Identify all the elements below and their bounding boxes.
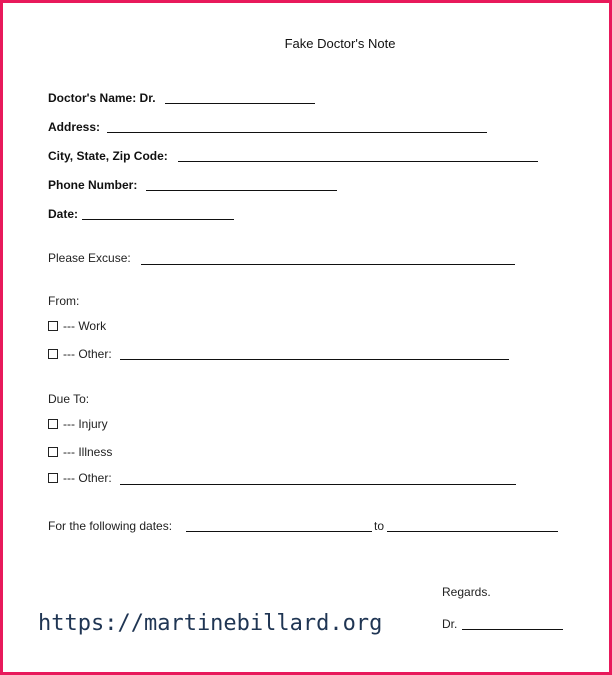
- checkbox-icon[interactable]: [48, 419, 58, 429]
- regards-text: Regards.: [442, 585, 491, 599]
- city-state-zip-field[interactable]: [178, 161, 538, 162]
- checkbox-icon[interactable]: [48, 321, 58, 331]
- from-work-label: --- Work: [63, 319, 107, 333]
- from-heading: From:: [48, 294, 80, 308]
- checkbox-icon[interactable]: [48, 473, 58, 483]
- address-label: Address:: [48, 120, 101, 134]
- date-label: Date:: [48, 207, 79, 221]
- due-other-label: --- Other:: [63, 471, 112, 485]
- document-title: Fake Doctor's Note: [284, 36, 396, 51]
- please-excuse-field[interactable]: [141, 264, 515, 265]
- end-date-field[interactable]: [387, 531, 558, 532]
- from-other-field[interactable]: [120, 359, 509, 360]
- signature-field[interactable]: [462, 629, 563, 630]
- date-field[interactable]: [82, 219, 234, 220]
- phone-label: Phone Number:: [48, 178, 138, 192]
- city-state-zip-label: City, State, Zip Code:: [48, 149, 168, 163]
- from-other-option[interactable]: [48, 347, 112, 361]
- start-date-field[interactable]: [186, 531, 372, 532]
- dates-label: For the following dates:: [48, 519, 173, 533]
- phone-field[interactable]: [146, 190, 337, 191]
- from-other-label: --- Other:: [63, 347, 112, 361]
- due-illness-label: --- Illness: [63, 445, 113, 459]
- dates-to-label: to: [374, 519, 385, 533]
- due-other-field[interactable]: [120, 484, 516, 485]
- due-illness-option[interactable]: [48, 445, 112, 459]
- due-injury-label: --- Injury: [63, 417, 108, 431]
- watermark-url: https://martinebillard.org: [38, 611, 383, 636]
- please-excuse-label: Please Excuse:: [48, 251, 131, 265]
- due-injury-option[interactable]: [48, 417, 108, 431]
- due-to-heading: Due To:: [48, 392, 90, 406]
- doctor-name-label: Doctor's Name: Dr.: [48, 91, 156, 105]
- from-work-option[interactable]: [48, 319, 106, 333]
- doctor-name-field[interactable]: [165, 103, 315, 104]
- due-other-option[interactable]: [48, 471, 112, 485]
- dr-signature-label: Dr.: [442, 617, 458, 631]
- checkbox-icon[interactable]: [48, 349, 58, 359]
- address-field[interactable]: [107, 132, 487, 133]
- checkbox-icon[interactable]: [48, 447, 58, 457]
